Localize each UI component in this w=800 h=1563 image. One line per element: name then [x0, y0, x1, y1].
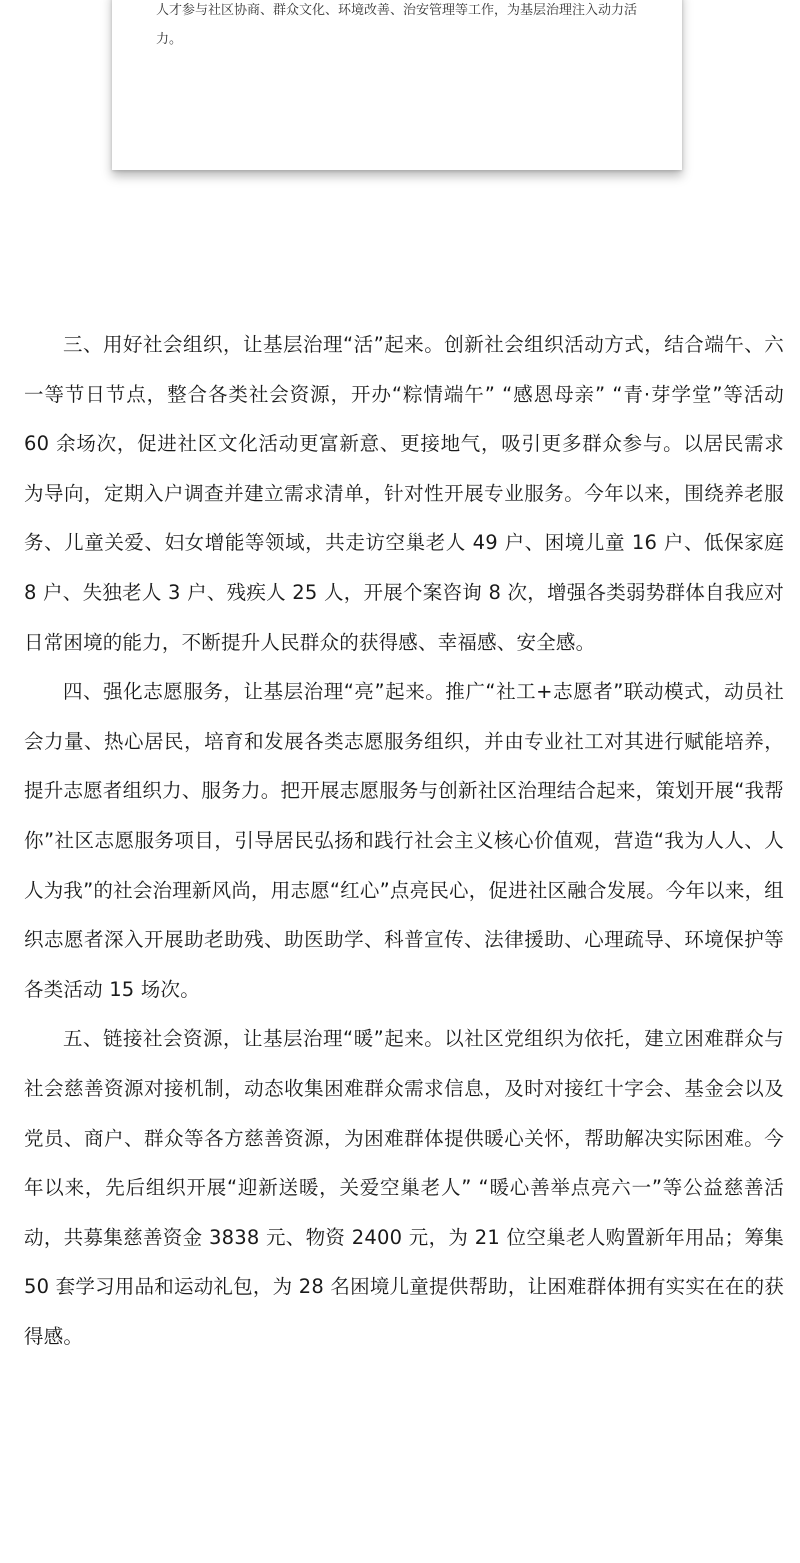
article-body — [24, 320, 784, 1361]
paragraph-volunteer-service: 四、强化志愿服务，让基层治理“亮”起来。推广“社工+志愿者”联动模式，动员社会力量、热心居民，培育和发展各类志愿服务组织，并由专业社工对其进行赋能培养，提升志愿者组织力、服务力。把开展志愿服务与创新社区治理结合起来，策划开展“我帮你”社区志愿服务项目，引导居民弘扬和践行社会主义核心价值观，营造“我为人人、人人为我”的社会治理新风尚，用志愿“红心”点亮民心，促进社区融合发展。今年以来，组织志愿者深入开展助老助残、助医助学、科普宣传、法律援助、心理疏导、环境保护等各类活动 15 场次。 — [24, 680, 784, 1001]
paragraph-social-resources: 五、链接社会资源，让基层治理“暖”起来。以社区党组织为依托，建立困难群众与社会慈善资源对接机制，动态收集困难群众需求信息，及时对接红十字会、基金会以及党员、商户、群众等各方慈善资源，为困难群体提供暖心关怀，帮助解决实际困难。今年以来，先后组织开展“迎新送暖，关爱空巢老人” “暖心善举点亮六一”等公益慈善活动，共募集慈善资金 3838 元、物资 2400 元，为 21 位空巢老人购置新年用品；筹集 50 套学习用品和运动礼包，为 28 名困境儿童提供帮助，让困难群体拥有实实在在的获得感。 — [24, 1027, 784, 1348]
card-text: 人才参与社区协商、群众文化、环境改善、治安管理等工作，为基层治理注入动力活力。 — [156, 3, 638, 47]
paragraph-social-organizations: 三、用好社会组织，让基层治理“活”起来。创新社会组织活动方式，结合端午、六一等节日节点，整合各类社会资源，开办“粽情端午” “感恩母亲” “青·芽学堂”等活动 60 余场次，促进社区文化活动更富新意、更接地气，吸引更多群众参与。以居民需求为导向，定期入户调查并建立需求清单，针对性开展专业服务。今年以来，围绕养老服务、儿童关爱、妇女增能等领域，共走访空巢老人 49 户、困境儿童 16 户、低保家庭 8 户、失独老人 3 户、残疾人 25 人，开展个案咨询 8 次，增强各类弱势群体自我应对日常困境的能力，不断提升人民群众的获得感、幸福感、安全感。 — [24, 333, 784, 654]
document-preview-card — [112, 0, 682, 170]
